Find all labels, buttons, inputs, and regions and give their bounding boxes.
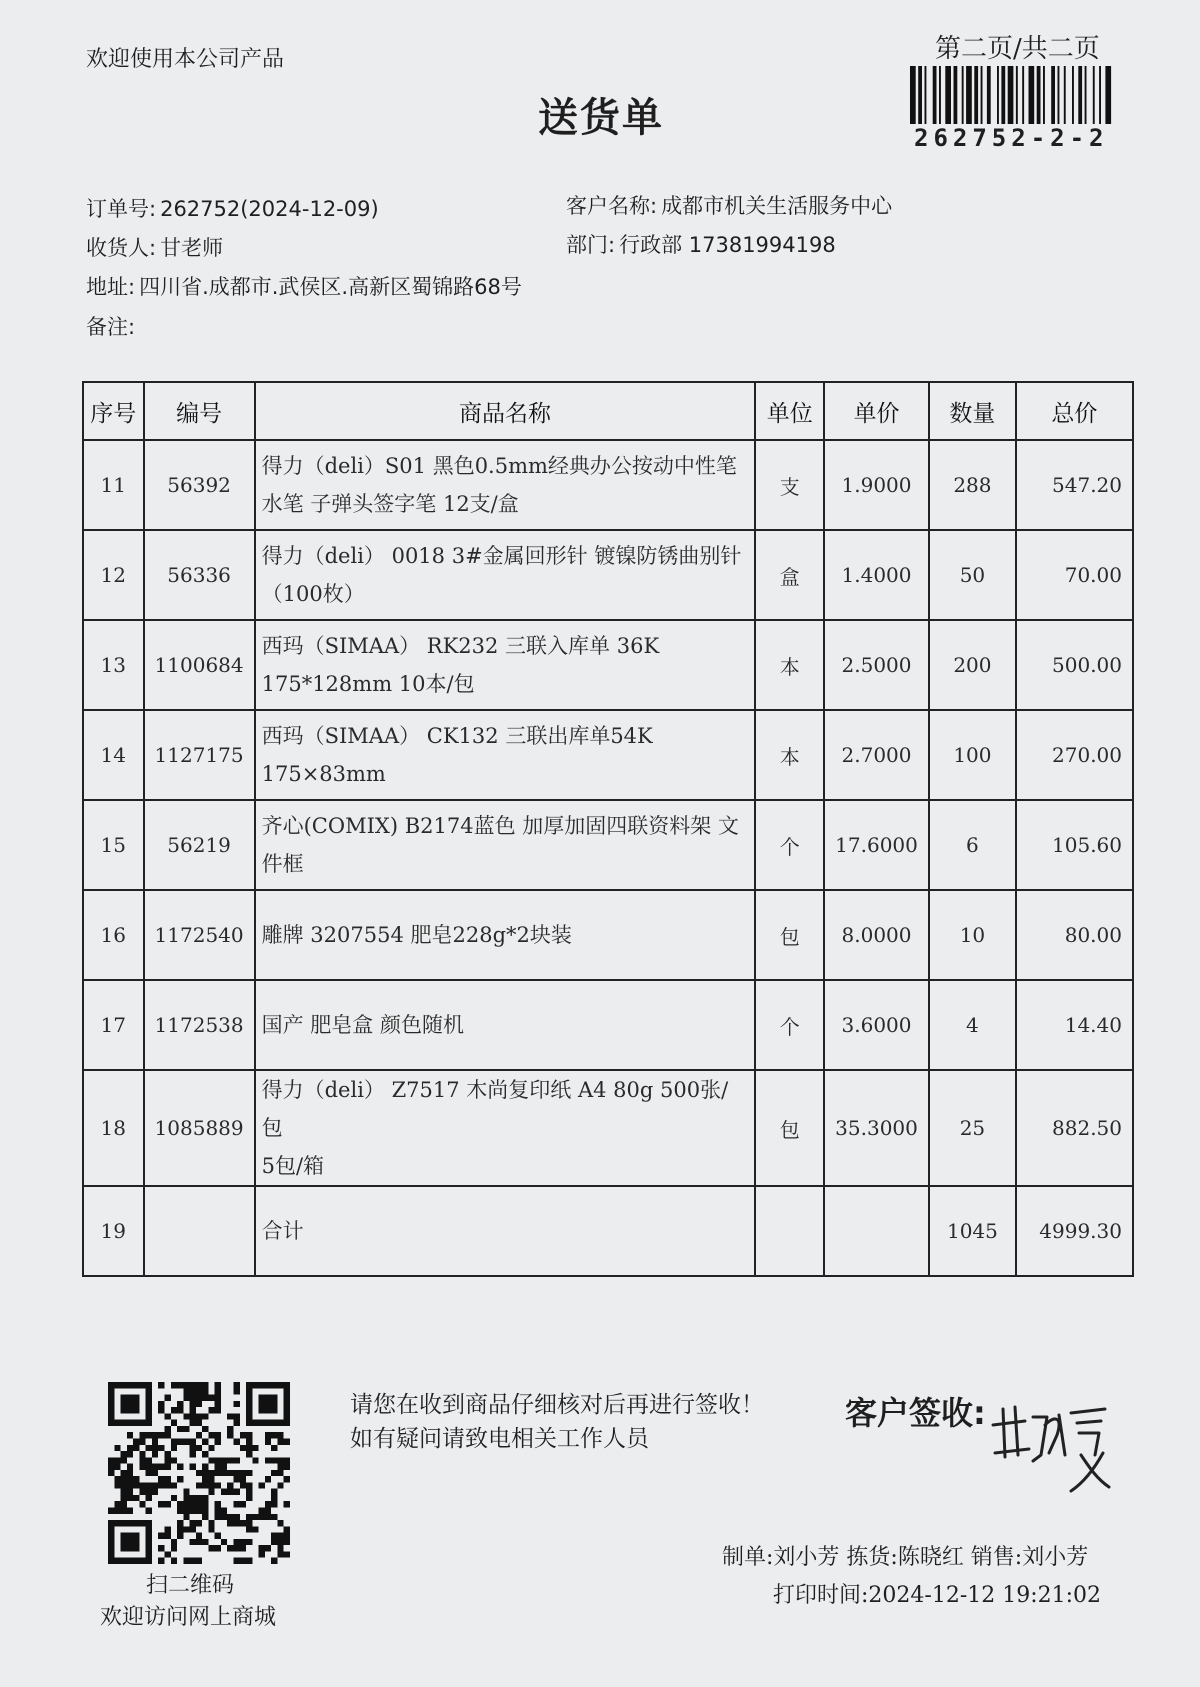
- cell-unit: 本: [755, 710, 824, 800]
- item-name-line1: 西玛（SIMAA） RK232 三联入库单 36K: [261, 634, 660, 658]
- staff-info: 制单:刘小芳 拣货:陈晓红 销售:刘小芳: [722, 1545, 1089, 1570]
- order-number-field: [86, 193, 379, 223]
- qr-code-image: [108, 1382, 290, 1564]
- cell-seq: 13: [83, 620, 144, 710]
- table-header-row: [83, 382, 1133, 440]
- cell-qty: 10: [929, 890, 1016, 980]
- cell-price: 2.7000: [824, 710, 929, 800]
- table-row: [83, 440, 1133, 530]
- receiver-value: 甘老师: [160, 236, 224, 260]
- department-label: 部门:: [566, 233, 616, 257]
- cell-seq: 15: [83, 800, 144, 890]
- column-header-total: 总价: [1016, 382, 1133, 440]
- cell-total: 105.60: [1016, 800, 1133, 890]
- table-row: [83, 1186, 1133, 1276]
- page-indicator: 第二页/共二页: [935, 34, 1100, 64]
- cell-seq: 16: [83, 890, 144, 980]
- address-field: [86, 271, 522, 301]
- cell-name: [255, 1186, 756, 1276]
- cell-code: 56336: [144, 530, 255, 620]
- item-name-line1: 齐心(COMIX) B2174蓝色 加厚加固四联资料架 文: [261, 814, 739, 838]
- column-header-seq: 序号: [83, 382, 144, 440]
- cell-price: 17.6000: [824, 800, 929, 890]
- qr-caption-scan: 扫二维码: [146, 1573, 235, 1598]
- customer-value: 成都市机关生活服务中心: [661, 194, 893, 218]
- table-row: [83, 1070, 1133, 1186]
- cell-total: 4999.30: [1016, 1186, 1133, 1276]
- column-header-price: 单价: [824, 382, 929, 440]
- cell-seq: 18: [83, 1070, 144, 1186]
- cell-qty: 288: [929, 440, 1016, 530]
- cell-price: 1.9000: [824, 440, 929, 530]
- table-row: [83, 980, 1133, 1070]
- item-name-line2: 5包/箱: [261, 1154, 325, 1178]
- column-header-qty: 数量: [929, 382, 1016, 440]
- cell-price: 1.4000: [824, 530, 929, 620]
- cell-price: 2.5000: [824, 620, 929, 710]
- cell-unit: 包: [755, 890, 824, 980]
- document-title: 送货单: [538, 95, 664, 141]
- cell-name: [255, 710, 756, 800]
- cell-total: 14.40: [1016, 980, 1133, 1070]
- customer-label: 客户名称:: [566, 194, 658, 218]
- cell-unit: 本: [755, 620, 824, 710]
- cell-unit: [755, 1186, 824, 1276]
- department-field: [566, 229, 836, 259]
- cell-total: 270.00: [1016, 710, 1133, 800]
- cell-name: [255, 620, 756, 710]
- cell-name: [255, 980, 756, 1070]
- cell-unit: 包: [755, 1070, 824, 1186]
- cell-name: [255, 440, 756, 530]
- cell-unit: 支: [755, 440, 824, 530]
- item-name-line1: 雕牌 3207554 肥皂228g*2块装: [261, 923, 572, 947]
- print-time: 打印时间:2024-12-12 19:21:02: [773, 1583, 1102, 1608]
- cell-code: 1172540: [144, 890, 255, 980]
- table-row: [83, 710, 1133, 800]
- order-number-label: 订单号:: [86, 197, 157, 221]
- cell-code: 1100684: [144, 620, 255, 710]
- cell-qty: 50: [929, 530, 1016, 620]
- cell-qty: 1045: [929, 1186, 1016, 1276]
- table-row: [83, 800, 1133, 890]
- item-name-line1: 得力（deli）S01 黑色0.5mm经典办公按动中性笔: [261, 454, 737, 478]
- cell-unit: 个: [755, 800, 824, 890]
- cell-qty: 200: [929, 620, 1016, 710]
- cell-code: 56392: [144, 440, 255, 530]
- cell-seq: 11: [83, 440, 144, 530]
- cell-total: 547.20: [1016, 440, 1133, 530]
- customer-sign-label: 客户签收:: [845, 1394, 986, 1432]
- cell-seq: 17: [83, 980, 144, 1070]
- item-name-line2: 175*128mm 10本/包: [261, 672, 475, 696]
- item-name-line1: 得力（deli） Z7517 木尚复印纸 A4 80g 500张/包: [261, 1078, 729, 1140]
- item-name-line1: 得力（deli） 0018 3#金属回形针 镀镍防锈曲别针: [261, 544, 742, 568]
- cell-price: [824, 1186, 929, 1276]
- item-name-line2: （100枚）: [261, 582, 365, 606]
- cell-unit: 盒: [755, 530, 824, 620]
- table-row: [83, 890, 1133, 980]
- cell-qty: 4: [929, 980, 1016, 1070]
- cell-code: 56219: [144, 800, 255, 890]
- customer-signature: [985, 1395, 1115, 1495]
- order-number-value: 262752(2024-12-09): [160, 197, 379, 221]
- cell-seq: 12: [83, 530, 144, 620]
- cell-total: 882.50: [1016, 1070, 1133, 1186]
- column-header-unit: 单位: [755, 382, 824, 440]
- address-value: 四川省.成都市.武侯区.高新区蜀锦路68号: [139, 275, 522, 299]
- receiver-field: [86, 232, 223, 262]
- department-value: 行政部 17381994198: [619, 233, 836, 257]
- barcode-image: [910, 66, 1128, 124]
- item-name-line1: 国产 肥皂盒 颜色随机: [261, 1013, 464, 1037]
- cell-qty: 25: [929, 1070, 1016, 1186]
- cell-qty: 100: [929, 710, 1016, 800]
- items-table: [82, 381, 1134, 1277]
- cell-price: 8.0000: [824, 890, 929, 980]
- cell-price: 35.3000: [824, 1070, 929, 1186]
- cell-name: [255, 1070, 756, 1186]
- receiver-label: 收货人:: [86, 236, 157, 260]
- item-name-line2: 件框: [261, 852, 304, 876]
- cell-unit: 个: [755, 980, 824, 1070]
- customer-field: [566, 190, 892, 220]
- cell-code: 1085889: [144, 1070, 255, 1186]
- cell-total: 80.00: [1016, 890, 1133, 980]
- qr-caption-shop: 欢迎访问网上商城: [100, 1605, 277, 1630]
- cell-code: [144, 1186, 255, 1276]
- welcome-text: 欢迎使用本公司产品: [86, 47, 285, 72]
- cell-code: 1172538: [144, 980, 255, 1070]
- column-header-name: 商品名称: [255, 382, 756, 440]
- table-row: [83, 530, 1133, 620]
- table-row: [83, 620, 1133, 710]
- cell-qty: 6: [929, 800, 1016, 890]
- item-name-line2: 175×83mm: [261, 762, 386, 786]
- remark-field: [86, 311, 139, 341]
- remark-label: 备注:: [86, 315, 136, 339]
- cell-price: 3.6000: [824, 980, 929, 1070]
- cell-name: [255, 800, 756, 890]
- cell-name: [255, 890, 756, 980]
- cell-seq: 14: [83, 710, 144, 800]
- column-header-code: 编号: [144, 382, 255, 440]
- item-name-line2: 水笔 子弹头签字笔 12支/盒: [261, 492, 519, 516]
- cell-code: 1127175: [144, 710, 255, 800]
- cell-total: 500.00: [1016, 620, 1133, 710]
- item-name-line1: 西玛（SIMAA） CK132 三联出库单54K: [261, 724, 653, 748]
- signing-notice: 请您在收到商品仔细核对后再进行签收！如有疑问请致电相关工作人员: [350, 1392, 764, 1452]
- address-label: 地址:: [86, 275, 136, 299]
- cell-total: 70.00: [1016, 530, 1133, 620]
- barcode-number: 262752-2-2: [914, 124, 1109, 152]
- item-name-line1: 合计: [261, 1219, 304, 1243]
- cell-seq: 19: [83, 1186, 144, 1276]
- cell-name: [255, 530, 756, 620]
